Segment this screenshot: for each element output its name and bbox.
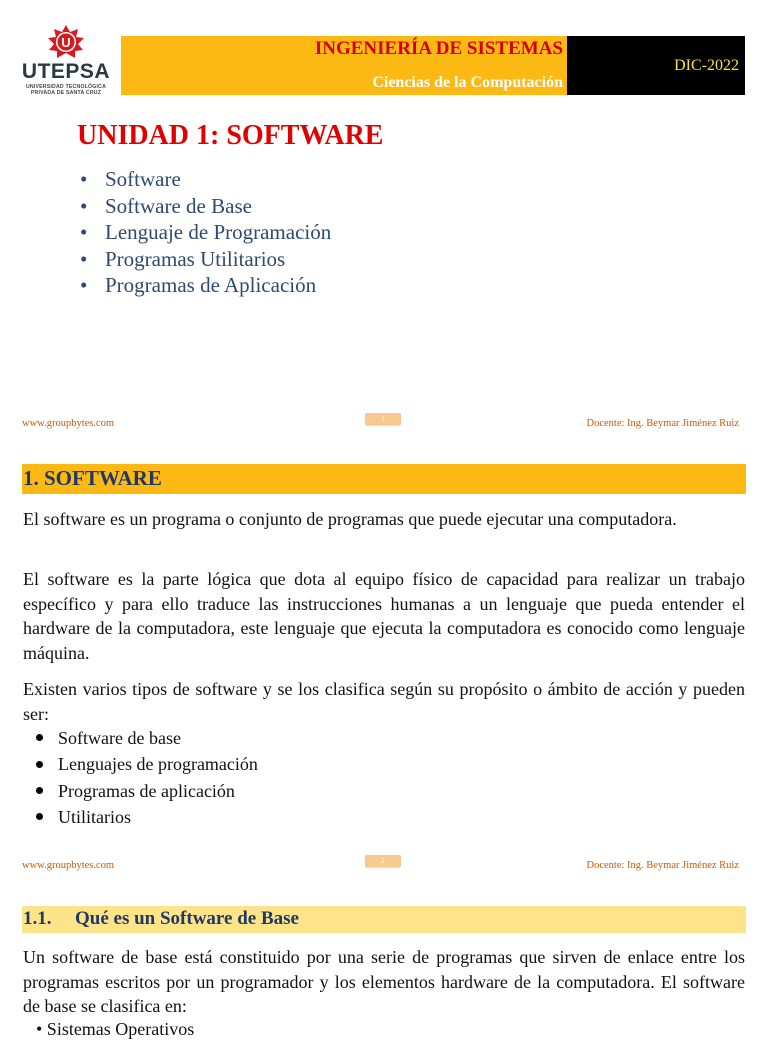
svg-text:U: U bbox=[61, 35, 71, 50]
topic-item: • Lenguaje de Programación bbox=[80, 220, 332, 244]
bullet-icon bbox=[36, 787, 43, 794]
software-types-list bbox=[36, 725, 258, 830]
bullet-icon bbox=[36, 761, 43, 768]
list-item: Utilitarios bbox=[36, 804, 258, 830]
paragraph: El software es un programa o conjunto de programas que puede ejecutar una computadora. bbox=[23, 509, 677, 529]
footer-website-link[interactable]: www.groupbytes.com bbox=[22, 418, 115, 429]
logo-subtitle-2: PRIVADA DE SANTA CRUZ bbox=[30, 90, 102, 96]
subsection-title: 1.1. Qué es un Software de Base bbox=[23, 908, 299, 929]
paragraph: El software es la parte lógica que dota al equipo físico de capacidad para realizar un trabajo específico y para ello traduce las instrucciones humanas a un lenguaje que pueda entender el hardware de la computadora, este lenguaje que ejecuta la computadora es conocido como lenguaje máquina. bbox=[23, 569, 745, 663]
unit-title: UNIDAD 1: SOFTWARE bbox=[77, 120, 384, 151]
bullet-icon: • bbox=[80, 193, 88, 218]
bullet-icon: • bbox=[80, 246, 88, 271]
list-item: Software de base bbox=[36, 725, 258, 751]
section-title: 1. SOFTWARE bbox=[23, 466, 162, 490]
header-date: DIC-2022 bbox=[674, 57, 739, 74]
topic-list bbox=[80, 166, 331, 299]
subject-title: Ciencias de la Computación bbox=[372, 74, 563, 91]
page-number-badge: 2 bbox=[365, 855, 401, 867]
bullet-icon: • bbox=[80, 167, 88, 191]
list-item: Lenguajes de programación bbox=[36, 751, 258, 777]
footer-teacher: Docente: Ing. Beymar Jiménez Ruiz bbox=[586, 860, 739, 871]
logo-wordmark: UTEPSA bbox=[21, 60, 111, 83]
partial-list-item: • Sistemas Operativos bbox=[36, 1019, 195, 1039]
bullet-icon: • bbox=[80, 273, 88, 297]
topic-item: • Programas de Aplicación bbox=[80, 273, 317, 297]
utepsa-emblem-icon bbox=[20, 24, 112, 60]
paragraph: Existen varios tipos de software y se los clasifica según su propósito o ámbito de acción y pueden ser: bbox=[23, 679, 745, 724]
page-number-badge: 1 bbox=[365, 413, 401, 425]
utepsa-logo bbox=[20, 24, 112, 96]
footer-website-link[interactable]: www.groupbytes.com bbox=[22, 860, 115, 871]
topic-item: • Software bbox=[80, 167, 181, 191]
career-title: INGENIERÍA DE SISTEMAS bbox=[314, 38, 563, 59]
bullet-icon: • bbox=[80, 220, 88, 244]
list-item: Programas de aplicación bbox=[36, 778, 258, 804]
bullet-icon bbox=[36, 813, 43, 820]
bullet-icon bbox=[36, 734, 43, 741]
topic-item: • Programas Utilitarios bbox=[80, 246, 286, 271]
logo-subtitle-1: UNIVERSIDAD TECNOLÓGICA bbox=[25, 84, 107, 90]
topic-item: • Software de Base bbox=[80, 193, 252, 218]
footer-teacher: Docente: Ing. Beymar Jiménez Ruiz bbox=[586, 418, 739, 429]
paragraph: Un software de base está constituido por una serie de programas que sirven de enlace entre los programas escritos por un programador y los elementos hardware de la computadora. El software de base se clasifica en: bbox=[23, 947, 745, 1016]
